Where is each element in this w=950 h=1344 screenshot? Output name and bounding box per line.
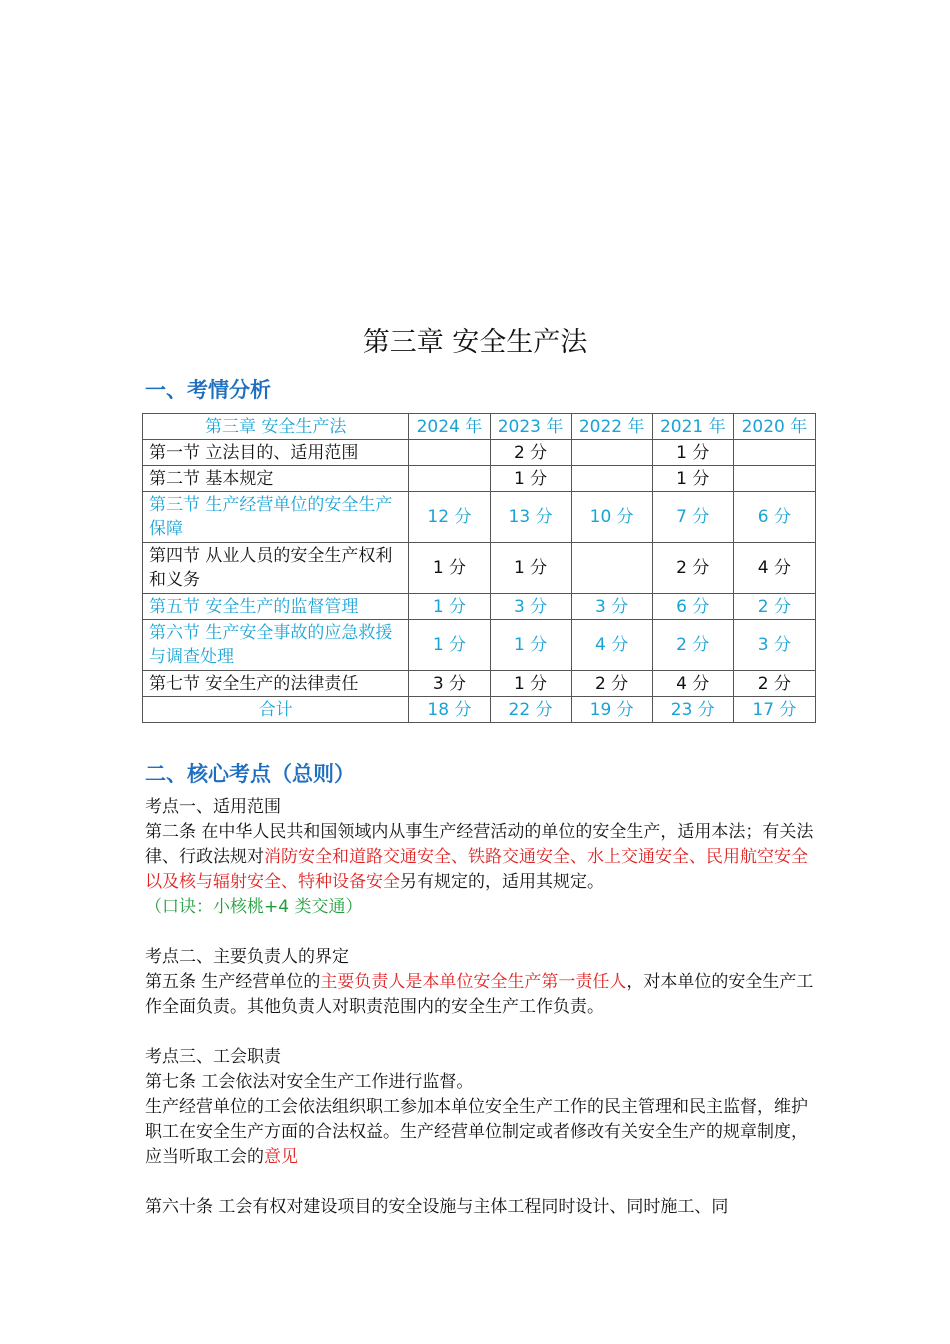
score-cell (409, 466, 490, 492)
highlight-text: 意见 (264, 1147, 298, 1167)
total-label: 合计 (143, 697, 409, 723)
table-header-cell: 2023 年 (490, 414, 571, 440)
article-5-text (145, 970, 815, 1020)
key-point-3 (145, 1045, 815, 1170)
table-row (143, 543, 816, 594)
score-cell: 1 分 (490, 620, 571, 671)
score-cell: 4 分 (652, 671, 733, 697)
exam-stats-table (142, 413, 816, 723)
table-row (143, 671, 816, 697)
score-cell: 2 分 (571, 671, 652, 697)
key-point-title: 考点二、主要负责人的界定 (145, 947, 349, 967)
row-label: 第七节 安全生产的法律责任 (143, 671, 409, 697)
score-cell: 10 分 (571, 492, 652, 543)
score-cell: 7 分 (652, 492, 733, 543)
score-cell: 1 分 (409, 594, 490, 620)
row-label: 第四节 从业人员的安全生产权利和义务 (143, 543, 409, 594)
key-point-title: 考点三、工会职责 (145, 1047, 281, 1067)
mnemonic-text: （口诀：小核桃+4 类交通） (145, 897, 363, 917)
score-cell: 2 分 (733, 594, 815, 620)
score-cell (733, 440, 815, 466)
article-text: 第二条 在中华人民共和国领域内从事生产经营活动的单位的安全生产，适用本法；有关法律、行政法规对 (145, 822, 814, 867)
score-cell (409, 440, 490, 466)
article-text: 另有规定的，适用其规定。 (400, 872, 604, 892)
score-cell: 1 分 (652, 466, 733, 492)
key-point-1 (145, 795, 815, 920)
table-row (143, 440, 816, 466)
row-label: 第三节 生产经营单位的安全生产保障 (143, 492, 409, 543)
row-label: 第五节 安全生产的监督管理 (143, 594, 409, 620)
article-text: 第五条 生产经营单位的 (145, 972, 321, 992)
score-cell: 1 分 (652, 440, 733, 466)
score-cell: 2 分 (652, 543, 733, 594)
row-label: 第六节 生产安全事故的应急救援与调查处理 (143, 620, 409, 671)
score-cell: 1 分 (409, 543, 490, 594)
row-label: 第二节 基本规定 (143, 466, 409, 492)
table-header-cell: 2024 年 (409, 414, 490, 440)
score-cell: 1 分 (409, 620, 490, 671)
score-cell: 6 分 (733, 492, 815, 543)
score-cell: 2 分 (652, 620, 733, 671)
total-cell: 18 分 (409, 697, 490, 723)
table-header-cell: 2020 年 (733, 414, 815, 440)
section-heading-core-points: 二、核心考点（总则） (145, 762, 355, 786)
row-label: 第一节 立法目的、适用范围 (143, 440, 409, 466)
score-cell: 3 分 (490, 594, 571, 620)
score-cell (571, 440, 652, 466)
score-cell: 3 分 (733, 620, 815, 671)
score-cell: 1 分 (490, 671, 571, 697)
article-2-text (145, 820, 815, 895)
score-cell (571, 543, 652, 594)
total-cell: 19 分 (571, 697, 652, 723)
table-header-cell: 2022 年 (571, 414, 652, 440)
score-cell: 4 分 (733, 543, 815, 594)
total-cell: 22 分 (490, 697, 571, 723)
key-point-2 (145, 945, 815, 1020)
section-heading-analysis: 一、考情分析 (145, 378, 271, 402)
score-cell: 3 分 (571, 594, 652, 620)
score-cell: 1 分 (490, 466, 571, 492)
table-row (143, 492, 816, 543)
article-60-text: 第六十条 工会有权对建设项目的安全设施与主体工程同时设计、同时施工、同 (145, 1197, 729, 1217)
score-cell: 2 分 (490, 440, 571, 466)
table-row (143, 594, 816, 620)
score-cell: 12 分 (409, 492, 490, 543)
article-text: ，对本单位的安全生产工作全面负责。其他负责人对职责范围内的安全生产工作负责。 (145, 972, 814, 1017)
table-header-row (143, 414, 816, 440)
table-header-cell: 第三章 安全生产法 (143, 414, 409, 440)
article-text: 生产经营单位的工会依法组织职工参加本单位安全生产工作的民主管理和民主监督，维护职工在安全生产方面的合法权益。生产经营单位制定或者修改有关安全生产的规章制度，应当听取工会的 (145, 1097, 808, 1167)
highlight-text: 主要负责人是本单位安全生产第一责任人 (320, 972, 627, 992)
score-cell: 3 分 (409, 671, 490, 697)
total-cell: 23 分 (652, 697, 733, 723)
score-cell: 4 分 (571, 620, 652, 671)
table-total-row (143, 697, 816, 723)
table-row (143, 620, 816, 671)
score-cell (571, 466, 652, 492)
score-cell: 13 分 (490, 492, 571, 543)
union-paragraph (145, 1095, 815, 1170)
score-cell: 2 分 (733, 671, 815, 697)
table-row (143, 466, 816, 492)
table-header-cell: 2021 年 (652, 414, 733, 440)
page-title: 第三章 安全生产法 (362, 327, 588, 358)
highlight-text: 消防安全和道路交通安全、铁路交通安全、水上交通安全、民用航空安全以及核与辐射安全、特种设备安全 (145, 847, 808, 892)
score-cell: 6 分 (652, 594, 733, 620)
key-point-title: 考点一、适用范围 (145, 797, 281, 817)
score-cell (733, 466, 815, 492)
article-7-text: 第七条 工会依法对安全生产工作进行监督。 (145, 1072, 474, 1092)
total-cell: 17 分 (733, 697, 815, 723)
score-cell: 1 分 (490, 543, 571, 594)
